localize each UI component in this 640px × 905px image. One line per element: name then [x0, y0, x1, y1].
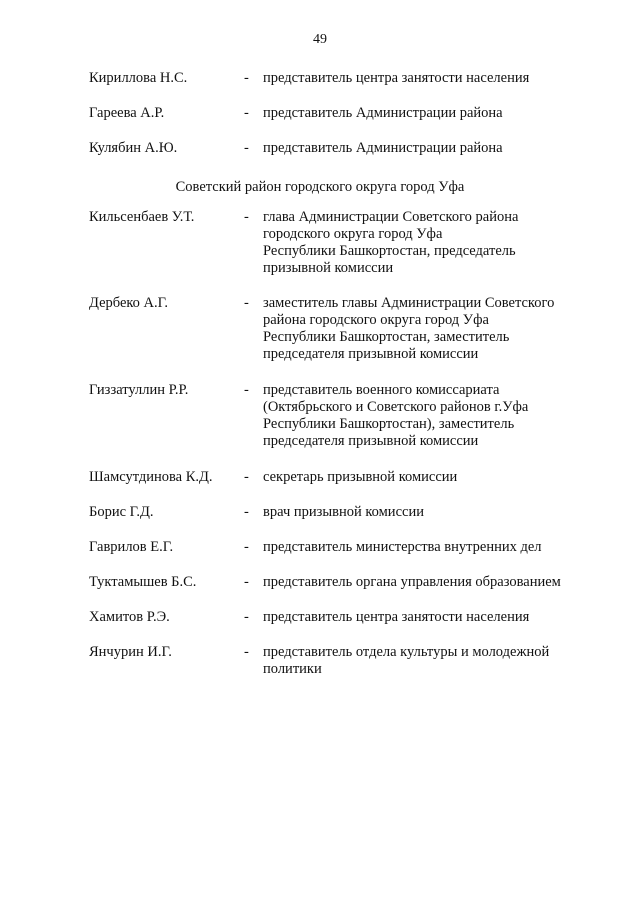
- member-role: представитель военного комиссариата (Октябрьского и Советского районов г.Уфа Республики Башкортостан), заместитель председателя призывной комиссии: [263, 382, 529, 449]
- section-heading: Советский район городского округа город Уфа: [175, 179, 465, 195]
- member-name: Борис Г.Д.: [89, 504, 154, 520]
- dash-separator: -: [244, 609, 249, 625]
- dash-separator: -: [244, 70, 249, 86]
- dash-separator: -: [244, 140, 249, 156]
- dash-separator: -: [244, 574, 249, 590]
- member-role: врач призывной комиссии: [263, 504, 424, 520]
- dash-separator: -: [244, 469, 249, 485]
- member-role: секретарь призывной комиссии: [263, 469, 458, 485]
- member-role: заместитель главы Администрации Советского района городского округа город Уфа Республики Башкортостан, заместитель председателя призывной комиссии: [263, 295, 555, 362]
- dash-separator: -: [244, 105, 249, 121]
- member-role: представитель центра занятости населения: [263, 70, 530, 86]
- member-name: Гиззатуллин Р.Р.: [89, 382, 189, 398]
- member-name: Хамитов Р.Э.: [89, 609, 170, 625]
- dash-separator: -: [244, 504, 249, 520]
- dash-separator: -: [244, 382, 249, 398]
- member-role: представитель отдела культуры и молодежной политики: [263, 644, 550, 677]
- member-role: представитель органа управления образованием: [263, 574, 561, 590]
- member-name: Янчурин И.Г.: [89, 644, 172, 660]
- member-name: Кильсенбаев У.Т.: [89, 209, 195, 225]
- dash-separator: -: [244, 295, 249, 311]
- member-role: представитель министерства внутренних дел: [263, 539, 542, 555]
- dash-separator: -: [244, 209, 249, 225]
- dash-separator: -: [244, 644, 249, 660]
- page-number: 49: [313, 32, 327, 47]
- member-role: представитель Администрации района: [263, 105, 503, 121]
- member-role: глава Администрации Советского района городского округа город Уфа Республики Башкортостан, председатель призывной комиссии: [263, 209, 519, 276]
- member-name: Шамсутдинова К.Д.: [89, 469, 213, 485]
- member-name: Кириллова Н.С.: [89, 70, 188, 86]
- member-name: Кулябин А.Ю.: [89, 140, 178, 156]
- member-name: Гареева А.Р.: [89, 105, 165, 121]
- member-role: представитель центра занятости населения: [263, 609, 530, 625]
- member-name: Дербеко А.Г.: [89, 295, 169, 311]
- member-name: Туктамышев Б.С.: [89, 574, 197, 590]
- member-name: Гаврилов Е.Г.: [89, 539, 174, 555]
- dash-separator: -: [244, 539, 249, 555]
- member-role: представитель Администрации района: [263, 140, 503, 156]
